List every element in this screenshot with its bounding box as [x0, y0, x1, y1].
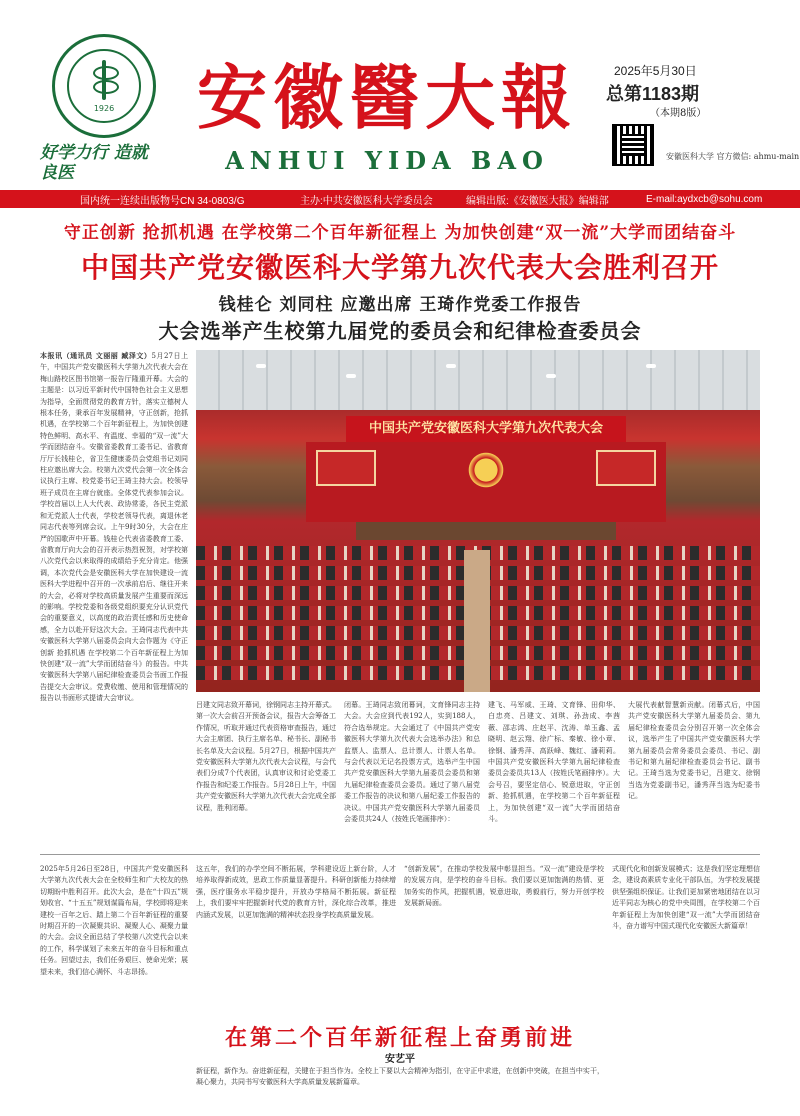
caduceus-icon — [102, 60, 106, 100]
side-screen-right — [596, 450, 656, 486]
subheadline-attendees: 钱桂仑 刘同柱 应邀出席 王琦作党委工作报告 — [218, 295, 582, 315]
logo-year: 1926 — [93, 103, 115, 113]
side-screen-left — [316, 450, 376, 486]
contact-email[interactable]: E-mail:aydxcb@sohu.com — [646, 193, 763, 205]
info-bar — [0, 190, 800, 208]
issue-number: 总第1183期 — [606, 84, 700, 104]
article-column-1 — [40, 350, 188, 846]
subheadline-election: 大会选举产生校第九届党的委员会和纪律检查委员会 — [158, 319, 642, 343]
congress-photo[interactable] — [196, 350, 760, 692]
party-emblem-icon — [466, 450, 506, 490]
publisher: 编辑出版:《安徽医大报》编辑部 — [466, 195, 609, 207]
commentary-column-1: 2025年5月26日至28日，中国共产党安徽医科大学第九次代表大会在全校师生和广大校友的热切期盼中胜利召开。此次大会，是在“十四五”规划收官、“十五五”规划谋篇布局，学校即将迎来建校一百年之后、踏上第二个百年新征程的重要时期召开的一次凝聚共识、凝聚人心、凝聚力量的大会。会议全面总结了学校第八次党代会以来的工作，科学谋划了未来五年的奋斗目标和重点任务。回望过去，我们任务艰巨、使命光荣；展望未来，我们信心满怀、斗志昂扬。 — [40, 865, 188, 976]
commentary-column-5: 式现代化和创新发展模式；这是我们坚定理想信念，建设高素质专业化干部队伍，为学校发展提供坚强组织保证。让我们更加紧密地团结在以习近平同志为核心的党中央周围，在学校第二个百年新征程上为加快创建“双一流”大学而团结奋斗，奋力谱写中国式现代化安徽医大新篇章！ — [612, 865, 760, 931]
issue-date: 2025年5月30日 — [614, 64, 697, 78]
qr-code-icon[interactable] — [612, 124, 654, 166]
congress-banner: 中国共产党安徽医科大学第九次代表大会 — [346, 416, 626, 442]
school-motto: 好学力行 造就良医 — [40, 143, 148, 183]
university-logo[interactable] — [52, 34, 156, 138]
page-count: （本期8版） — [650, 108, 707, 119]
ceiling — [196, 350, 760, 410]
masthead — [0, 0, 800, 190]
main-headline[interactable]: 中国共产党安徽医科大学第九次代表大会胜利召开 — [80, 251, 719, 284]
article-column-5: 大展代表献智慧新贡献。闭幕式后，中国共产党安徽医科大学第九届委员会、第九届纪律检查委员会分别召开第一次全体会议，选举产生了中国共产党安徽医科大学第九届委员会常务委员会委员、书记、副书记和第九届纪律检查委员会书记、副书记。王琦当选为党委书记，吕建文、徐钢当选为党委副书记，潘秀萍当选为纪委书记。 — [628, 701, 760, 801]
host-organization: 主办:中共安徽医科大学委员会 — [300, 195, 433, 207]
hall-aisle — [464, 550, 490, 692]
article-text: 5月27日上午，中国共产党安徽医科大学第九次代表大会在梅山路校区图书馆第一报告厅隆重开幕。大会的主题是：以习近平新时代中国特色社会主义思想为指导，全面贯彻党的教育方针，落实立德树人根本任务，秉承百年发展精神，守正创新，抢抓机遇，在学校第二个百年新征程上，为加快创建特色鲜明、高水平、有温度、幸福的“双一流”大学而团结奋斗。安徽省委教育工委书记、省教育厅厅长钱桂仑，省卫生健康委员会党组书记刘同柱应邀出席大会。校第九次党代会第一次全体会议执行主席、校党委书记王琦主持大会。校领导班子成员在主席台就座。全体党代表参加会议。学校首届以上人大代表、政协常委，各民主党派和无党派人士代表，学校老领导代表，离退休老同志代表等列席会议。上午9时30分，大会在庄严的国歌声中开幕。钱桂仑代表省委教育工委、省教育厅向大会的召开表示热烈祝贺，对学校第八次党代会以来取得的成绩给予充分肯定。他强调，本次党代会是安徽医科大学在加快建设一流医科大学进程中召开的一次承前启后、继往开来的大会，必将对学校高质量发展产生重要而深远的影响。学校党委和各级党组织要充分认识党代会的重要意义，以高度的政治责任感和历史使命感，全力以赴开好这次大会。王琦同志代表中共安徽医科大学第八届委员会向大会作题为《守正创新 抢抓机遇 在学校第二个百年新征程上为加快创建“双一流”大学而团结奋斗》的报告。中共安徽医科大学第八届纪律检查委员会书面工作报告提交大会审议。党费收缴、使用和管理情况的报告以书面形式提请大会审议。 — [40, 352, 188, 703]
commentary-author: 安艺平 — [385, 1054, 415, 1065]
headline-kicker: 守正创新 抢抓机遇 在学校第二个百年新征程上 为加快创建“双一流”大学而团结奋斗 — [63, 223, 737, 243]
article-column-2: 吕建文同志致开幕词，徐钢同志主持开幕式。第一次大会前召开预备会议，报告大会筹备工作情况，听取并通过代表资格审查报告，通过大会主席团、执行主席名单、秘书长、副秘书长名单及大会议程。5月27日，根据中国共产党安徽医科大学第九次代表大会议程，与会代表们分成7个代表团，认真审议和讨论党委工作报告和纪委工作报告。5月28日上午，中国共产党安徽医科大学第九次代表大会完成全部议程，胜利闭幕。 — [196, 701, 336, 812]
article-column-3: 闭幕。王琦同志致闭幕词，文育锋同志主持大会。大会应到代表192人，实到188人，符合选举规定。大会通过了《中国共产党安徽医科大学第九次代表大会选举办法》和总监票人、监票人、总计票人、计票人名单。与会代表以无记名投票方式，选举产生中国共产党安徽医科大学第九届委员会委员和第九届纪律检查委员会委员。通过了第八届党委工作报告的决议和第八届纪委工作报告的决议。中国共产党安徽医科大学第九届委员会委员共24人（按姓氏笔画排序）： — [344, 701, 480, 824]
logo-emblem — [67, 49, 141, 123]
article-column-4: 建飞、马军威、王琦、文育锋、田仰华、白忠亮、吕建文、刘琪、孙劲成、李茜薇、邵志鸿、庄赵平、沈涛、单玉鑫、孟晓明、赵云翔、徐广标、秦敏、徐小章、徐钢、潘秀萍、高跃峰、魏红、潘莉莉。中国共产党安徽医科大学第九届纪律检查委员会委员共13人（按姓氏笔画排序）。大会号召，要坚定信心、锐意进取，守正创新、抢抓机遇，在学校第二个百年新征程上，为加快创建“双一流”大学而团结奋斗。 — [488, 701, 620, 824]
section-divider — [40, 854, 760, 855]
publication-number: 国内统一连续出版物号CN 34-0803/G — [80, 195, 245, 207]
commentary-column-3: “创新发展”，在推动学校发展中彰显担当。“双一流”建设是学校的发展方向，是学校的奋斗目标。我们要以更加饱满的热情、更加务实的作风，把握机遇，锐意进取，勇毅前行，努力开创学校发展新局面。 — [404, 865, 604, 908]
commentary-title[interactable]: 在第二个百年新征程上奋勇前进 — [224, 1025, 575, 1051]
presidium-stage — [356, 522, 616, 540]
newspaper-pinyin: ANHUI YIDA BAO — [225, 146, 549, 175]
newspaper-title: 安徽醫大報 — [197, 56, 577, 139]
commentary-column-2: 这五年，我们的办学空间不断拓展，学科建设迈上新台阶，人才培养取得新成效，思政工作质量显著提升。科研创新能力持续增强，医疗服务水平稳步提升，开放办学格局不断拓展。新征程上，我们要牢牢把握新时代党的教育方针，深化综合改革，推进内涵式发展，以更加饱满的精神状态投身学校高质量发展。 — [196, 865, 396, 919]
article-byline: 本报讯（通讯员 文丽丽 臧泽文） — [40, 351, 152, 360]
qr-caption: 安徽医科大学 官方微信: ahmu-main — [666, 152, 800, 161]
commentary-column-4: 新征程，新作为。奋进新征程，关键在于担当作为。全校上下要以大会精神为指引，在守正中求进，在创新中突破，在担当中实干，凝心聚力，共同书写安徽医科大学高质量发展新篇章。 — [196, 1067, 604, 1087]
